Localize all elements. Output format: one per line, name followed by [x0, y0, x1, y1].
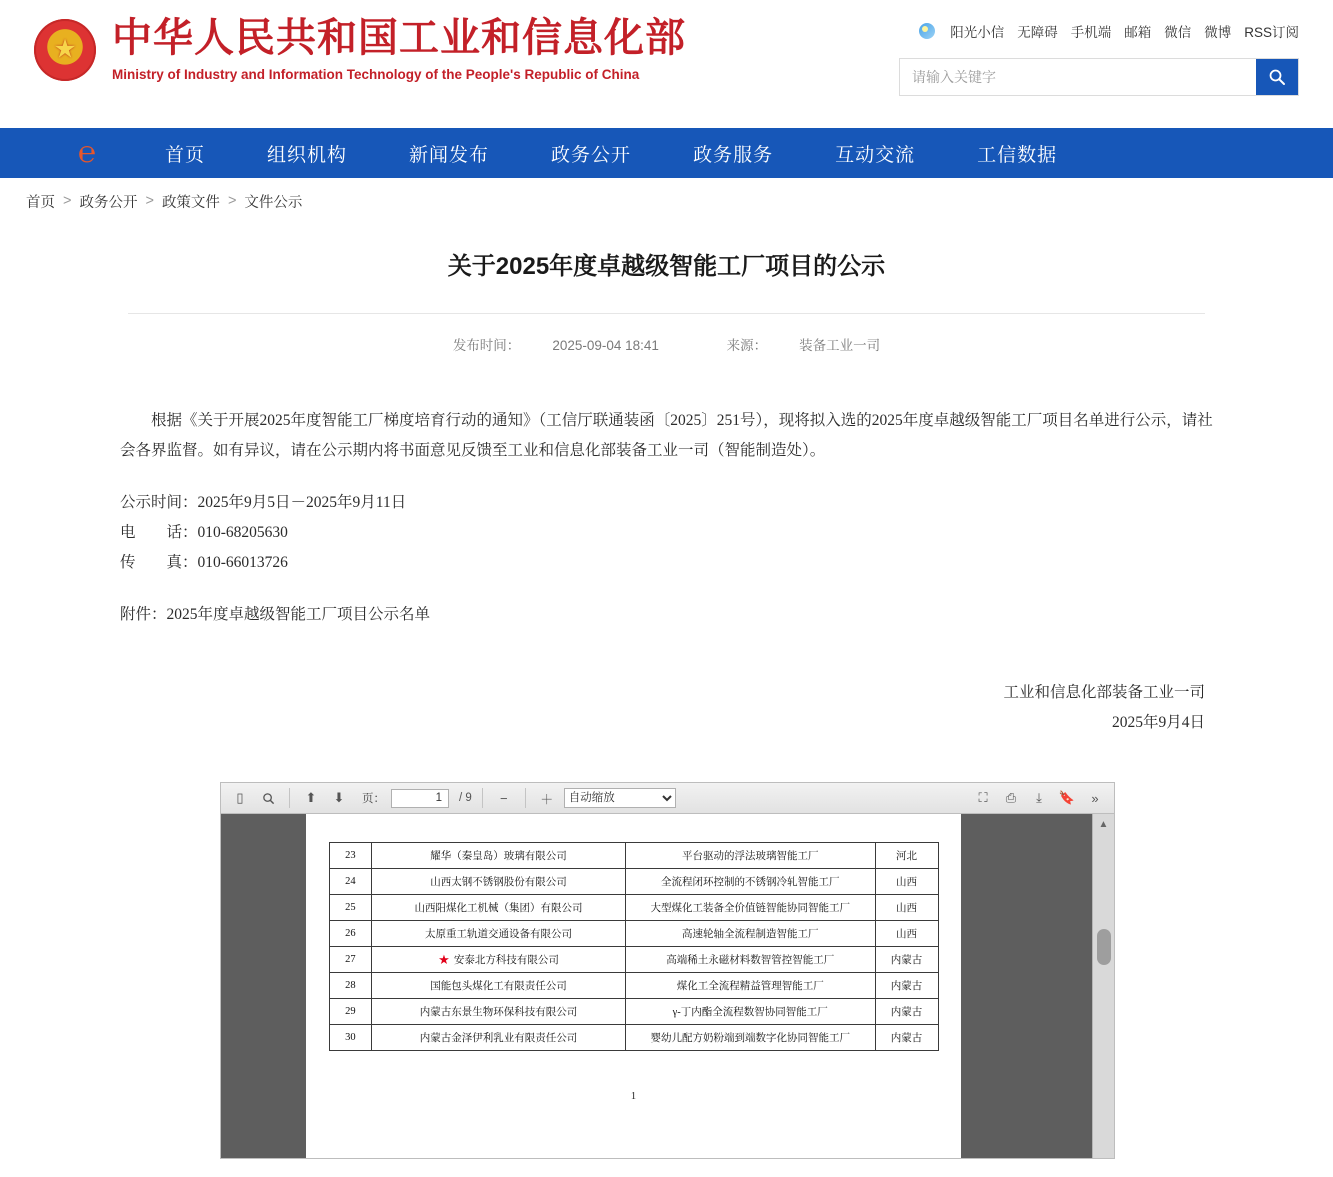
- site-title-en: Ministry of Industry and Information Technology of the People's Republic of China: [112, 67, 640, 82]
- top-link-wechat[interactable]: 微信: [1164, 25, 1192, 40]
- pdf-toolbar: [220, 782, 1115, 814]
- header-right: [899, 20, 1299, 96]
- breadcrumb-separator: >: [227, 193, 237, 209]
- row-company: 国能包头煤化工有限责任公司: [372, 973, 626, 999]
- page-label: 页：: [362, 793, 385, 805]
- top-links: [899, 20, 1299, 42]
- breadcrumb-item-document-notice[interactable]: 文件公示: [244, 194, 303, 211]
- sidebar-toggle-icon[interactable]: ▯: [236, 790, 244, 805]
- row-project: 平台驱动的浮法玻璃智能工厂: [625, 843, 875, 869]
- table-row: [329, 973, 938, 999]
- row-province: 内蒙古: [875, 1025, 938, 1051]
- plus-icon[interactable]: ＋: [540, 791, 554, 807]
- row-province: 山西: [875, 895, 938, 921]
- nav-item-news[interactable]: 新闻发布: [409, 144, 490, 166]
- search-bar: [899, 58, 1299, 96]
- signer-date: 2025年9月4日: [1111, 714, 1205, 731]
- chevron-double-right-icon[interactable]: »: [1091, 790, 1099, 806]
- row-project: 高端稀土永磁材料数智管控智能工厂: [625, 947, 875, 973]
- row-project: 煤化工全流程精益管理智能工厂: [625, 973, 875, 999]
- row-company: [372, 947, 626, 973]
- top-link-weibo[interactable]: 微博: [1204, 25, 1232, 40]
- row-index: 28: [329, 973, 372, 999]
- row-project: 高速轮轴全流程制造智能工厂: [625, 921, 875, 947]
- article-meta: [120, 334, 1213, 354]
- page-title: 关于2025年度卓越级智能工厂项目的公示: [447, 253, 886, 280]
- bookmark-icon[interactable]: 🔖: [1058, 790, 1076, 805]
- row-company: 山西阳煤化工机械（集团）有限公司: [372, 895, 626, 921]
- article-signature: [120, 678, 1213, 738]
- row-company: 内蒙古东景生物环保科技有限公司: [372, 999, 626, 1025]
- table-row: [329, 895, 938, 921]
- fax-line: 传 真：010-66013726: [120, 554, 288, 571]
- toolbar-divider: [482, 788, 483, 808]
- publish-time-value: 2025-09-04 18:41: [552, 338, 659, 353]
- title-divider: [128, 313, 1205, 314]
- table-row: [329, 999, 938, 1025]
- attachment-name: 2025年度卓越级智能工厂项目公示名单: [166, 606, 431, 623]
- publish-time-label: 发布时间： 2025-09-04 18:41: [452, 338, 659, 353]
- table-row: [329, 869, 938, 895]
- row-index: 23: [329, 843, 372, 869]
- row-index: 29: [329, 999, 372, 1025]
- article-paragraph-1: 根据《关于开展2025年度智能工厂梯度培育行动的通知》（工信厅联通装函〔2025〕251号），现将拟入选的2025年度卓越级智能工厂项目名单进行公示，请社会各界监督。如有异议，请在公示期内将书面意见反馈至工业和信息化部装备工业一司（智能制造处）。: [120, 412, 1213, 459]
- article: [0, 246, 1333, 738]
- nav-item-organization[interactable]: 组织机构: [267, 144, 348, 166]
- pdf-page: [306, 814, 961, 1158]
- site-title-cn: 中华人民共和国工业和信息化部: [112, 15, 686, 60]
- site-logo[interactable]: [34, 15, 686, 82]
- row-company: 太原重工轨道交通设备有限公司: [372, 921, 626, 947]
- row-project: 大型煤化工装备全价值链智能协同智能工厂: [625, 895, 875, 921]
- zoom-select[interactable]: [564, 788, 676, 808]
- toolbar-divider: [525, 788, 526, 808]
- national-emblem-icon: [34, 19, 96, 81]
- scrollbar-thumb[interactable]: [1097, 929, 1111, 965]
- fullscreen-icon[interactable]: ⛶: [978, 790, 988, 805]
- pdf-page-number: 1: [630, 1091, 637, 1102]
- minus-icon[interactable]: −: [500, 790, 508, 806]
- site-header: [0, 0, 1333, 128]
- star-icon: ★: [438, 951, 450, 967]
- toolbar-divider: [289, 788, 290, 808]
- top-link-sunshine[interactable]: 阳光小信: [950, 25, 1005, 40]
- nav-item-industry-data[interactable]: 工信数据: [977, 144, 1058, 166]
- fax-value: 010-66013726: [197, 554, 288, 571]
- search-button[interactable]: [1256, 59, 1298, 95]
- source-label: 来源： 装备工业一司: [726, 338, 881, 353]
- phone-line: 电 话：010-68205630: [120, 524, 288, 541]
- download-icon[interactable]: ⤓: [1036, 790, 1042, 805]
- search-input[interactable]: [900, 59, 1256, 95]
- top-link-mobile[interactable]: 手机端: [1070, 25, 1112, 40]
- source-value: 装备工业一司: [799, 338, 881, 353]
- main-nav: [0, 128, 1333, 178]
- row-project: γ-丁内酯全流程数智协同智能工厂: [625, 999, 875, 1025]
- row-province: 山西: [875, 869, 938, 895]
- search-icon: [1268, 68, 1286, 86]
- row-province: 山西: [875, 921, 938, 947]
- row-company: 耀华（秦皇岛）玻璃有限公司: [372, 843, 626, 869]
- row-index: 25: [329, 895, 372, 921]
- notice-period-line: 公示时间：2025年9月5日－2025年9月11日: [120, 494, 407, 511]
- search-icon[interactable]: [257, 787, 279, 809]
- breadcrumb-separator: >: [63, 193, 72, 209]
- nav-item-government-disclosure[interactable]: 政务公开: [551, 144, 632, 166]
- nav-item-interaction[interactable]: 互动交流: [835, 144, 916, 166]
- row-company: 内蒙古金泽伊利乳业有限责任公司: [372, 1025, 626, 1051]
- nav-item-government-services[interactable]: 政务服务: [693, 144, 774, 166]
- phone-value: 010-68205630: [197, 524, 288, 541]
- notice-period-value: 2025年9月5日－2025年9月11日: [197, 494, 407, 511]
- gov-portal-icon: [70, 136, 104, 170]
- table-row: [329, 843, 938, 869]
- print-icon[interactable]: ⎙: [1005, 790, 1017, 805]
- pdf-canvas-area[interactable]: [220, 814, 1115, 1159]
- breadcrumb-separator: >: [145, 193, 154, 209]
- row-index: 27: [329, 947, 372, 973]
- article-body: [120, 406, 1213, 630]
- signer-name: 工业和信息化部装备工业一司: [1003, 684, 1205, 701]
- triangle-up-icon[interactable]: ▲: [1098, 818, 1109, 830]
- row-province: 内蒙古: [875, 947, 938, 973]
- breadcrumb-item-disclosure[interactable]: 政务公开: [79, 194, 138, 211]
- arrow-down-icon[interactable]: ⬇: [333, 790, 345, 805]
- table-row: [329, 921, 938, 947]
- row-index: 24: [329, 869, 372, 895]
- pdf-table: [329, 842, 939, 1051]
- row-province: 内蒙古: [875, 999, 938, 1025]
- row-province: 河北: [875, 843, 938, 869]
- row-province: 内蒙古: [875, 973, 938, 999]
- table-row: [329, 1025, 938, 1051]
- row-project: 婴幼儿配方奶粉端到端数字化协同智能工厂: [625, 1025, 875, 1051]
- row-company: 山西太钢不锈钢股份有限公司: [372, 869, 626, 895]
- attachment-line[interactable]: 附件：2025年度卓越级智能工厂项目公示名单: [120, 606, 431, 623]
- top-link-rss[interactable]: RSS订阅: [1244, 25, 1299, 40]
- table-row-highlighted: [329, 947, 938, 973]
- page-number-input[interactable]: [391, 789, 449, 808]
- pdf-viewer: [220, 782, 1115, 1159]
- nav-item-home[interactable]: 首页: [165, 144, 206, 166]
- arrow-up-icon[interactable]: ⬆: [305, 790, 317, 805]
- row-index: 26: [329, 921, 372, 947]
- breadcrumb: [0, 178, 1333, 224]
- top-link-mail[interactable]: 邮箱: [1124, 25, 1152, 40]
- breadcrumb-item-policy-documents[interactable]: 政策文件: [161, 194, 220, 211]
- sun-icon: [919, 23, 935, 39]
- page-total: / 9: [459, 792, 472, 804]
- pdf-scrollbar[interactable]: [1092, 814, 1114, 1158]
- row-company-label: 安泰北方科技有限公司: [453, 954, 559, 966]
- breadcrumb-item-home[interactable]: 首页: [26, 194, 55, 211]
- row-index: 30: [329, 1025, 372, 1051]
- top-link-accessibility[interactable]: 无障碍: [1017, 25, 1058, 40]
- row-project: 全流程闭环控制的不锈钢冷轧智能工厂: [625, 869, 875, 895]
